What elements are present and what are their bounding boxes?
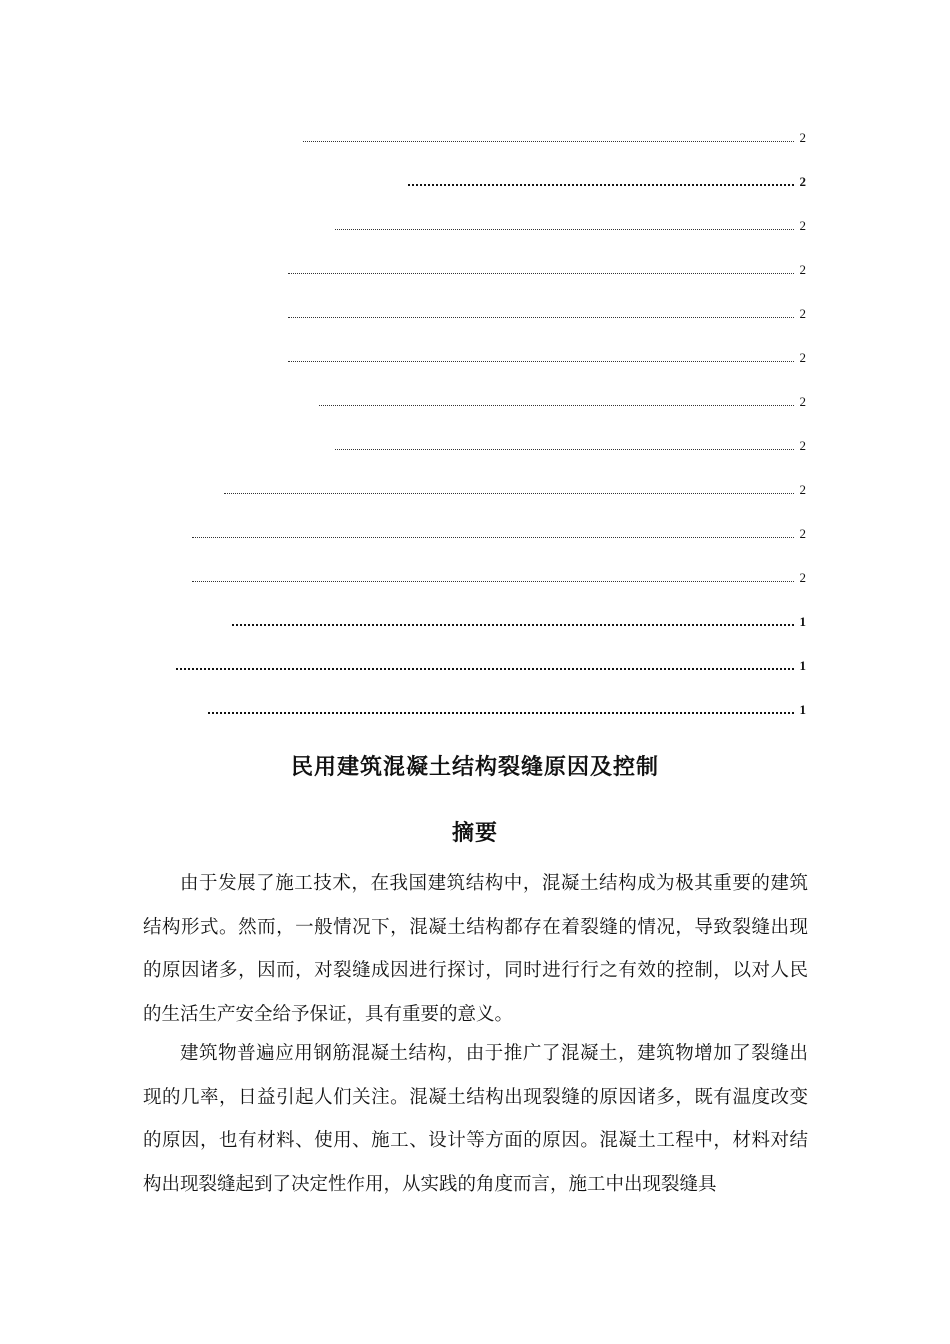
abstract-paragraph-2: 建筑物普遍应用钢筋混凝土结构，由于推广了混凝土，建筑物增加了裂缝出现的几率，日益引起人们关注。混凝土结构出现裂缝的原因诸多，既有温度改变的原因，也有材料、使用、施工、设计等方面的原因。混凝土工程中，材料对结构出现裂缝起到了决定性作用，从实践的角度而言，施工中出现裂缝具 (143, 1043, 808, 1195)
abstract-paragraph-1: 由于发展了施工技术，在我国建筑结构中，混凝土结构成为极其重要的建筑结构形式。然而，一般情况下，混凝土结构都存在着裂缝的情况，导致裂缝出现的原因诸多，因而，对裂缝成因进行探讨，同时进行行之有效的控制，以对人民的生活生产安全给予保证，具有重要的意义。 (143, 873, 808, 1025)
toc-leader-dots (224, 493, 794, 494)
toc-entry[interactable] (192, 524, 806, 540)
document-title: 民用建筑混凝土结构裂缝原因及控制 (290, 755, 659, 780)
toc-page-number: 2 (799, 306, 806, 321)
abstract-heading: 摘要 (451, 821, 498, 846)
toc-entry[interactable] (303, 128, 806, 144)
toc-page-number: 1 (799, 658, 806, 673)
toc-entry[interactable] (176, 656, 806, 672)
toc-leader-dots (335, 449, 794, 450)
toc-page-number: 2 (799, 262, 806, 277)
toc-leader-dots (176, 668, 794, 670)
toc-entry[interactable] (408, 172, 806, 188)
toc-entry[interactable] (192, 568, 806, 584)
toc-leader-dots (288, 361, 794, 362)
toc-page-number: 2 (799, 570, 806, 585)
toc-page-number: 2 (799, 526, 806, 541)
toc-leader-dots (192, 537, 794, 538)
toc-leader-dots (288, 317, 794, 318)
toc-entry[interactable] (335, 436, 806, 452)
toc-leader-dots (319, 405, 794, 406)
toc-leader-dots (232, 624, 794, 626)
toc-entry[interactable] (224, 480, 806, 496)
toc-leader-dots (208, 712, 794, 714)
toc-page-number: 1 (799, 614, 806, 629)
toc-page-number: 2 (799, 130, 806, 145)
toc-entry[interactable] (288, 348, 806, 364)
toc-page-number: 2 (799, 482, 806, 497)
toc-leader-dots (288, 273, 794, 274)
toc-entry[interactable] (319, 392, 806, 408)
toc-page-number: 2 (799, 174, 806, 189)
toc-entry[interactable] (335, 216, 806, 232)
toc-leader-dots (303, 141, 794, 142)
toc-page-number: 1 (799, 702, 806, 717)
toc-entry[interactable] (288, 304, 806, 320)
toc-leader-dots (335, 229, 794, 230)
toc-page-number: 2 (799, 218, 806, 233)
toc-page-number: 2 (799, 394, 806, 409)
toc-entry[interactable] (208, 700, 806, 716)
toc-page-number: 2 (799, 350, 806, 365)
toc-leader-dots (408, 184, 794, 186)
toc-entry[interactable] (288, 260, 806, 276)
toc-page-number: 2 (799, 438, 806, 453)
toc-entry[interactable] (232, 612, 806, 628)
toc-leader-dots (192, 581, 794, 582)
